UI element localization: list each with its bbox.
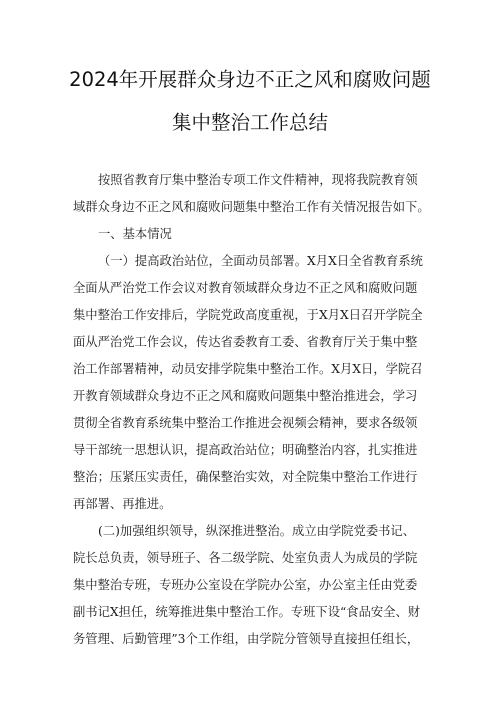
- body-line: 再部署、再推进。: [73, 497, 172, 511]
- body-line: 贯彻全省教育系统集中整治工作推进会视频会精神，要求各级领: [73, 416, 418, 430]
- document-title-line-1: 2024年开展群众身边不正之风和腐败问题: [69, 68, 431, 91]
- body-line: 集中整治专班，专班办公室设在学院办公室，办公室主任由党委: [73, 578, 418, 592]
- body-line: (二)加强组织领导，纵深推进整治。成立由学院党委书记、: [98, 524, 416, 538]
- body-line: （一）提高政治站位，全面动员部署。X月X日全省教育系统: [98, 254, 423, 268]
- body-line: 整治；压紧压实责任，确保整治实效，对全院集中整治工作进行: [73, 470, 418, 484]
- body-line: 副书记X担任，统筹推进集中整治工作。专班下设“食品安全、财: [73, 605, 421, 619]
- body-line: 全面从严治党工作会议对教育领域群众身边不正之风和腐败问题: [73, 281, 418, 295]
- body-line: 按照省教育厅集中整治专项工作文件精神，现将我院教育领: [98, 173, 418, 187]
- body-line: 务管理、后勤管理”3个工作组，由学院分管领导直接担任组长，: [73, 632, 420, 646]
- document-title-line-2: 集中整治工作总结: [171, 111, 328, 134]
- body-line: 治工作部署精神，动员安排学院集中整治工作。X月X日，学院召: [73, 362, 423, 376]
- body-line: 面从严治党工作会议，传达省委教育工委、省教育厅关于集中整: [73, 335, 418, 349]
- body-line: 开教育领域群众身边不正之风和腐败问题集中整治推进会，学习: [73, 389, 418, 403]
- section-heading: 一、基本情况: [98, 227, 172, 241]
- body-line: 院长总负责，领导班子、各二级学院、处室负责人为成员的学院: [73, 551, 418, 565]
- body-line: 域群众身边不正之风和腐败问题集中整治工作有关情况报告如下。: [73, 200, 430, 214]
- body-line: 集中整治工作安排后，学院党政高度重视，于X月X日召开学院全: [73, 308, 423, 322]
- body-line: 导干部统一思想认识，提高政治站位；明确整治内容，扎实推进: [73, 443, 418, 457]
